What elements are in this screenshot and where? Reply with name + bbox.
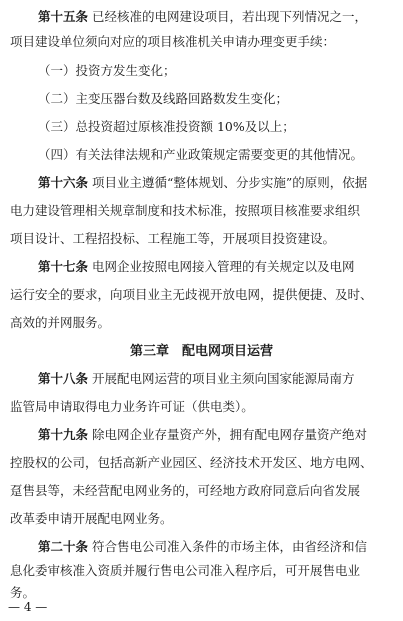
article20-text1: 符合售电公司准入条件的市场主体，由省经济和信: [92, 539, 368, 554]
article19-line3: 趸售县等，未经营配电网业务的，可经地方政府同意后向省发展: [10, 483, 361, 498]
article17-line1: [38, 256, 403, 278]
article16-label: 第十六条: [38, 175, 89, 190]
article18-line2: 监管局申请取得电力业务许可证（供电类）。: [10, 399, 254, 414]
article19-label: 第十九条: [38, 427, 89, 442]
article15-item4: （四）有关法律法规和产业政策规定需要变更的其他情况。: [38, 147, 364, 162]
article18-label: 第十八条: [38, 371, 89, 386]
article19-line2: 控股权的公司，包括高新产业园区、经济技术开发区、地方电网、: [10, 455, 373, 470]
chapter3-title: 第三章 配电网项目运营: [129, 344, 273, 359]
article16-line2: 电力建设管理相关规章制度和技术标准，按照项目核准要求组织: [10, 203, 361, 218]
article19-line1: [38, 424, 403, 446]
article18-text1: 开展配电网运营的项目业主须向国家能源局南方: [92, 371, 355, 386]
article17-line2: 运行安全的要求，向项目业主无歧视开放电网，提供便捷、及时、: [10, 287, 373, 302]
article16-line3: 项目设计、工程招投标、工程施工等，开展项目投资建设。: [10, 231, 336, 246]
article16-line1: [38, 172, 403, 194]
article18-line1: [38, 368, 403, 390]
article20-line2: 息化委审核准入资质并履行售电公司准入程序后，可开展售电业: [10, 563, 361, 578]
article15-text1: 已经核准的电网建设项目，若出现下列情况之一，: [92, 9, 368, 24]
article16-text1: 项目业主遵循“整体规划、分步实施”的原则，依据: [92, 175, 368, 190]
article20-label: 第二十条: [38, 539, 89, 554]
page-number: — 4 —: [8, 600, 48, 614]
article15-label: 第十五条: [38, 9, 89, 24]
article17-text1: 电网企业按照电网接入管理的有关规定以及电网: [92, 259, 355, 274]
article19-text1: 除电网企业存量资产外，拥有配电网存量资产绝对: [92, 427, 368, 442]
article15-item2: （二）主变压器台数及线路回路数发生变化；: [38, 91, 289, 106]
article15-line2: 项目建设单位须向对应的项目核准机关申请办理变更手续：: [10, 34, 336, 49]
article20-line1: [38, 536, 403, 558]
article17-line3: 高效的并网服务。: [10, 315, 111, 330]
article15-item1: （一）投资方发生变化；: [38, 63, 176, 78]
article19-line4: 改革委申请开展配电网业务。: [10, 511, 173, 526]
article17-label: 第十七条: [38, 259, 89, 274]
article15-line1: [38, 6, 403, 28]
article15-item3: （三）总投资超过原核准投资额 10%及以上；: [38, 119, 295, 134]
article20-line3: 务。: [10, 585, 36, 600]
